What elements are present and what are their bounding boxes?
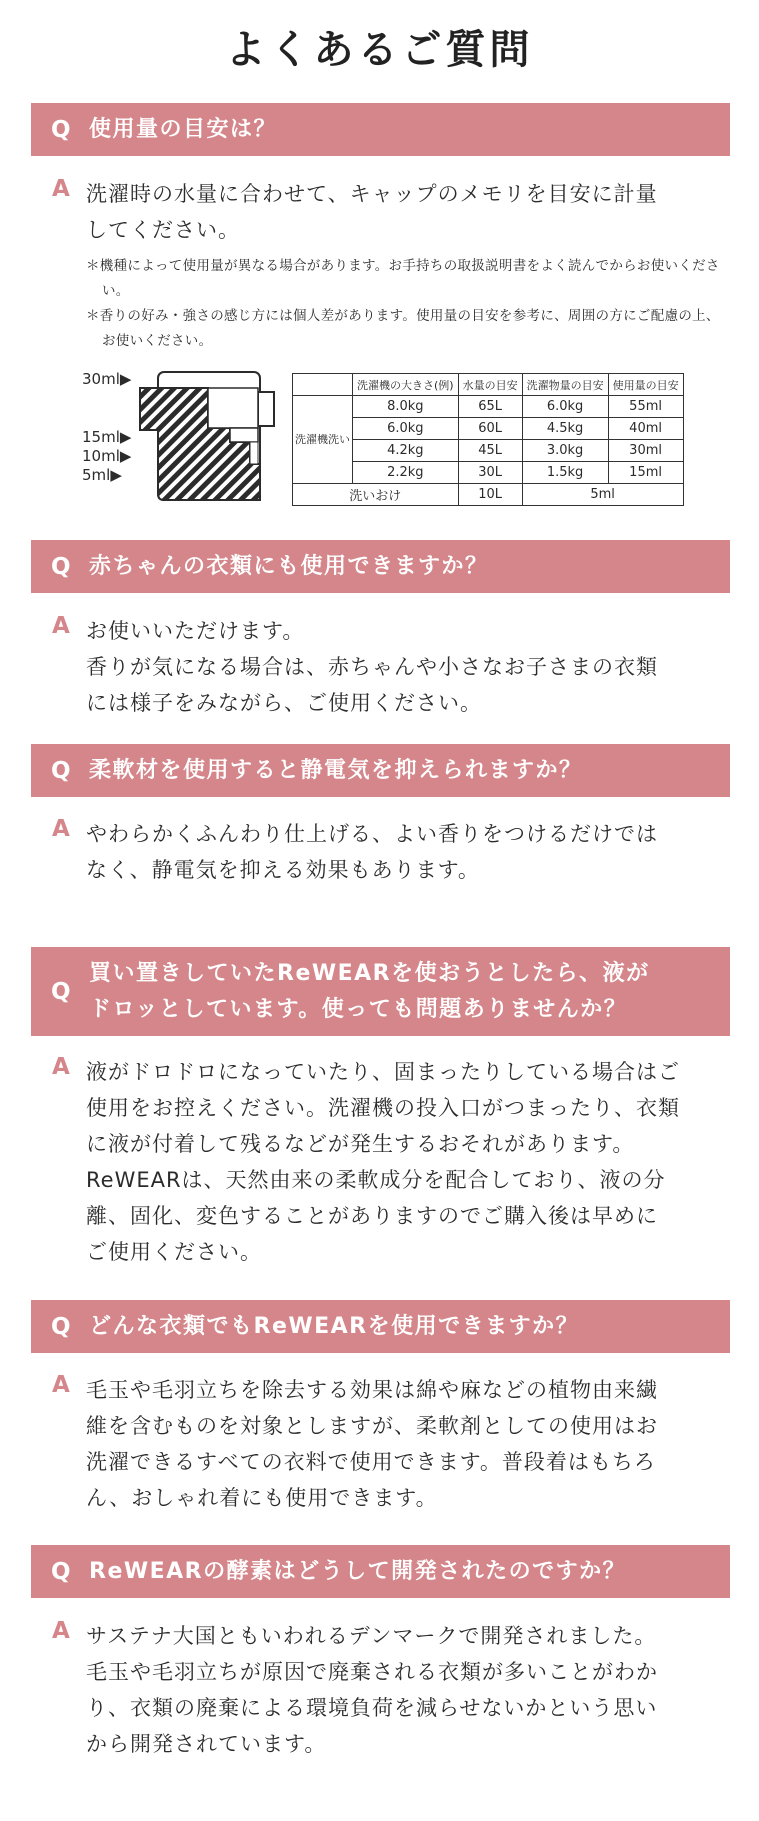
table-header: 洗濯機の大きさ(例) (353, 374, 459, 396)
answer-any-clothes (52, 1372, 732, 1516)
table-cell: 3.0kg (522, 440, 608, 462)
table-header: 洗濯物量の目安 (522, 374, 608, 396)
answer-line: 洗濯時の水量に合わせて、キャップのメモリを目安に計量 (86, 182, 658, 206)
question-mark: Q (51, 1558, 71, 1585)
level-label-15ml: 15ml▶ (82, 428, 132, 446)
answer-usage (52, 176, 732, 354)
answer-line: には様子をみながら、ご使用ください。 (86, 691, 482, 715)
answer-enzyme (52, 1618, 732, 1762)
note: ＊機種によって使用量が異なる場合があります。お手持ちの取扱説明書をよく読んでからお使いください。 (86, 258, 720, 299)
table-cell: 4.5kg (522, 418, 608, 440)
answer-mark: A (52, 1618, 70, 1644)
question-text: 柔軟材を使用すると静電気を抑えられますか？ (89, 757, 583, 783)
answer-line: 液がドロドロになっていたり、固まったりしている場合はご (86, 1060, 680, 1084)
note: ＊香りの好み・強さの感じ方には個人差があります。使用量の目安を参考に、周囲の方にご配慮の上、お使いください。 (86, 308, 720, 349)
usage-table (292, 373, 684, 506)
answer-line: 毛玉や毛羽立ちを除去する効果は綿や麻などの植物由来繊 (86, 1378, 658, 1402)
answer-line: 洗濯できるすべての衣料で使用できます。普段着はもちろ (86, 1450, 656, 1474)
table-cell: 15ml (608, 462, 683, 484)
answer-line: 毛玉や毛羽立ちが原因で廃棄される衣類が多いことがわか (86, 1660, 658, 1684)
question-mark: Q (51, 978, 71, 1005)
table-cell: 6.0kg (522, 396, 608, 418)
question-mark: Q (51, 553, 71, 580)
table-cell: 30L (458, 462, 522, 484)
question-text: どんな衣類でもReWEARを使用できますか？ (89, 1313, 580, 1339)
table-cell: 1.5kg (522, 462, 608, 484)
answer-line: に液が付着して残るなどが発生するおそれがあります。 (86, 1132, 635, 1156)
table-header: 使用量の目安 (608, 374, 683, 396)
answer-line: やわらかくふんわり仕上げる、よい香りをつけるだけでは (86, 822, 658, 846)
table-cell: 4.2kg (353, 440, 459, 462)
answer-line: 香りが気になる場合は、赤ちゃんや小さなお子さまの衣類 (86, 655, 658, 679)
question-bar-baby-clothes[interactable] (31, 540, 730, 593)
question-text: ドロッとしています。使っても問題ありませんか？ (89, 996, 628, 1022)
level-label-10ml: 10ml▶ (82, 447, 132, 465)
page-title: よくあるご質問 (225, 27, 534, 73)
answer-line: サステナ大国ともいわれるデンマークで開発されました。 (86, 1624, 657, 1648)
question-bar-static[interactable] (31, 744, 730, 797)
answer-line: ご使用ください。 (86, 1240, 262, 1264)
table-cell: 60L (458, 418, 522, 440)
answer-mark: A (52, 816, 70, 842)
question-text: ReWEARの酵素はどうして開発されたのですか？ (89, 1558, 627, 1584)
question-bar-any-clothes[interactable] (31, 1300, 730, 1353)
answer-line: 離、固化、変色することがありますのでご購入後は早めに (86, 1204, 658, 1228)
table-cell: 2.2kg (353, 462, 459, 484)
answer-thickened-liquid (52, 1054, 732, 1270)
level-label-5ml: 5ml▶ (82, 466, 122, 484)
table-cell: 30ml (608, 440, 683, 462)
question-bar-thickened-liquid[interactable] (31, 947, 730, 1036)
answer-mark: A (52, 613, 70, 639)
table-footer-cell: 5ml (522, 484, 683, 506)
table-cell: 45L (458, 440, 522, 462)
answer-line: してください。 (86, 218, 240, 242)
question-text: 使用量の目安は？ (89, 116, 278, 142)
answer-static (52, 816, 732, 888)
table-cell: 65L (458, 396, 522, 418)
question-text: 買い置きしていたReWEARを使おうとしたら、液が (89, 960, 650, 986)
table-header: 水量の目安 (458, 374, 522, 396)
table-footer-cell: 10L (458, 484, 522, 506)
answer-line: ん、おしゃれ着にも使用できます。 (86, 1486, 438, 1510)
answer-line: なく、静電気を抑える効果もあります。 (86, 858, 480, 882)
answer-line: ReWEARは、天然由来の柔軟成分を配合しており、液の分 (86, 1168, 666, 1192)
table-cell: 55ml (608, 396, 683, 418)
table-side-label: 洗濯機洗い (293, 396, 353, 484)
table-footer-cell: 洗いおけ (293, 484, 459, 506)
answer-baby-clothes (52, 613, 732, 721)
measuring-cap-illustration (138, 370, 278, 504)
answer-mark: A (52, 1372, 70, 1398)
question-bar-enzyme[interactable] (31, 1545, 730, 1598)
level-label-30ml: 30ml▶ (82, 370, 132, 388)
table-side-header (293, 374, 353, 396)
table-cell: 6.0kg (353, 418, 459, 440)
answer-line: 維を含むものを対象としますが、柔軟剤としての使用はお (86, 1414, 658, 1438)
table-cell: 40ml (608, 418, 683, 440)
question-mark: Q (51, 1313, 71, 1340)
question-mark: Q (51, 116, 71, 143)
question-text: 赤ちゃんの衣類にも使用できますか？ (89, 553, 489, 579)
answer-line: 使用をお控えください。洗濯機の投入口がつまったり、衣類 (86, 1096, 680, 1120)
table-cell: 8.0kg (353, 396, 459, 418)
answer-mark: A (52, 1054, 70, 1080)
answer-mark: A (52, 176, 70, 202)
answer-line: から開発されています。 (86, 1732, 327, 1756)
question-mark: Q (51, 757, 71, 784)
answer-line: り、衣類の廃棄による環境負荷を減らせないかという思い (86, 1696, 658, 1720)
answer-line: お使いいただけます。 (86, 619, 305, 643)
question-bar-usage[interactable] (31, 103, 730, 156)
